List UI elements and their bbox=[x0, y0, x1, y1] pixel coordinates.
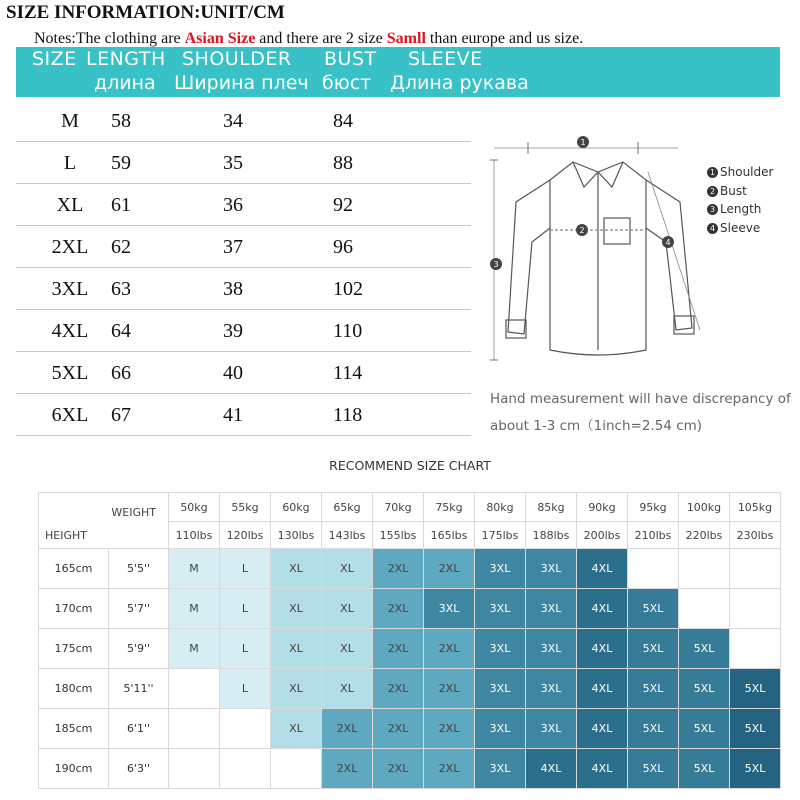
size-cell: XL bbox=[322, 669, 373, 709]
size-cell: 4XL bbox=[526, 749, 577, 789]
height-cm: 185cm bbox=[39, 709, 109, 749]
size-cell-length: 61 bbox=[111, 194, 131, 216]
height-ft: 5'9'' bbox=[109, 629, 169, 669]
size-cell: XL bbox=[271, 629, 322, 669]
size-cell: 4XL bbox=[577, 629, 628, 669]
size-table bbox=[16, 100, 471, 436]
size-cell bbox=[628, 549, 679, 589]
size-cell bbox=[220, 749, 271, 789]
size-cell-length: 63 bbox=[111, 278, 131, 300]
size-cell: 2XL bbox=[373, 749, 424, 789]
weight-lbs: 220lbs bbox=[679, 522, 730, 549]
size-table-header bbox=[16, 47, 780, 97]
size-cell: 3XL bbox=[475, 669, 526, 709]
size-cell: 3XL bbox=[475, 749, 526, 789]
table-row bbox=[39, 709, 781, 749]
height-ft: 5'5'' bbox=[109, 549, 169, 589]
size-cell-length: 66 bbox=[111, 362, 131, 384]
size-cell: 2XL bbox=[373, 549, 424, 589]
weight-lbs: 175lbs bbox=[475, 522, 526, 549]
shirt-diagram bbox=[488, 132, 708, 367]
weight-lbs: 188lbs bbox=[526, 522, 577, 549]
size-table-row bbox=[16, 268, 471, 310]
height-cm: 190cm bbox=[39, 749, 109, 789]
size-cell: 2XL bbox=[424, 749, 475, 789]
height-cm: 170cm bbox=[39, 589, 109, 629]
size-cell-length: 59 bbox=[111, 152, 131, 174]
size-cell: 5XL bbox=[679, 709, 730, 749]
size-cell bbox=[679, 589, 730, 629]
size-cell-shoulder: 35 bbox=[223, 152, 243, 174]
legend-number: 4 bbox=[707, 223, 718, 234]
notes-mid: and there are 2 size bbox=[255, 30, 387, 47]
size-cell bbox=[169, 669, 220, 709]
size-cell-shoulder: 38 bbox=[223, 278, 243, 300]
size-cell-bust: 84 bbox=[333, 110, 353, 132]
height-label: HEIGHT bbox=[45, 529, 87, 542]
size-cell: M bbox=[169, 589, 220, 629]
size-cell: 2XL bbox=[373, 629, 424, 669]
height-ft: 5'11'' bbox=[109, 669, 169, 709]
size-cell: M bbox=[169, 549, 220, 589]
weight-lbs: 230lbs bbox=[730, 522, 781, 549]
marker-2: 2 bbox=[579, 226, 585, 235]
size-cell: 2XL bbox=[424, 629, 475, 669]
size-cell: 5XL bbox=[679, 749, 730, 789]
size-cell-bust: 102 bbox=[333, 278, 363, 300]
height-cm: 180cm bbox=[39, 669, 109, 709]
size-cell: 2XL bbox=[373, 669, 424, 709]
size-cell: 3XL bbox=[475, 629, 526, 669]
legend-number: 2 bbox=[707, 186, 718, 197]
size-cell-length: 67 bbox=[111, 404, 131, 426]
weight-kg: 100kg bbox=[679, 493, 730, 522]
weight-lbs: 155lbs bbox=[373, 522, 424, 549]
weight-kg: 90kg bbox=[577, 493, 628, 522]
size-cell: 4XL bbox=[577, 669, 628, 709]
header-length-ru: длина bbox=[94, 72, 156, 94]
size-cell: 4XL bbox=[577, 749, 628, 789]
size-table-row bbox=[16, 310, 471, 352]
notes-suffix: than europe and us size. bbox=[425, 30, 584, 47]
size-cell-length: 62 bbox=[111, 236, 131, 258]
weight-lbs: 200lbs bbox=[577, 522, 628, 549]
weight-lbs: 165lbs bbox=[424, 522, 475, 549]
size-cell: 3XL bbox=[526, 549, 577, 589]
size-cell: 2XL bbox=[373, 589, 424, 629]
size-cell: 2XL bbox=[373, 709, 424, 749]
page-title: SIZE INFORMATION:UNIT/CM bbox=[6, 2, 285, 23]
size-cell: 3XL bbox=[475, 549, 526, 589]
table-corner bbox=[39, 493, 169, 549]
size-cell-size: 4XL bbox=[51, 320, 89, 342]
size-cell bbox=[730, 629, 781, 669]
table-row bbox=[39, 549, 781, 589]
legend-label: Length bbox=[720, 202, 762, 216]
size-cell: 3XL bbox=[424, 589, 475, 629]
size-cell: L bbox=[220, 549, 271, 589]
notes-prefix: Notes:The clothing are bbox=[34, 30, 185, 47]
size-table-row bbox=[16, 226, 471, 268]
size-cell bbox=[679, 549, 730, 589]
weight-kg: 105kg bbox=[730, 493, 781, 522]
weight-kg: 70kg bbox=[373, 493, 424, 522]
size-table-row bbox=[16, 100, 471, 142]
size-cell-shoulder: 39 bbox=[223, 320, 243, 342]
size-cell: 4XL bbox=[577, 549, 628, 589]
size-cell: XL bbox=[322, 549, 373, 589]
size-cell: 5XL bbox=[679, 629, 730, 669]
size-cell: M bbox=[169, 629, 220, 669]
size-cell-size: 5XL bbox=[51, 362, 89, 384]
header-sleeve: SLEEVE bbox=[408, 48, 483, 70]
weight-kg: 80kg bbox=[475, 493, 526, 522]
size-cell: 5XL bbox=[730, 749, 781, 789]
header-length: LENGTH bbox=[86, 48, 166, 70]
notes-small: Samll bbox=[386, 30, 426, 47]
size-cell: L bbox=[220, 669, 271, 709]
marker-3: 3 bbox=[493, 260, 499, 269]
size-cell-size: 2XL bbox=[51, 236, 89, 258]
recommend-title: RECOMMEND SIZE CHART bbox=[329, 458, 491, 473]
size-cell-length: 58 bbox=[111, 110, 131, 132]
size-cell: L bbox=[220, 629, 271, 669]
size-table-row bbox=[16, 352, 471, 394]
size-cell-size: XL bbox=[56, 194, 84, 216]
weight-kg: 75kg bbox=[424, 493, 475, 522]
hand-note-line2: about 1-3 cm（1inch=2.54 cm) bbox=[490, 418, 703, 434]
hand-measurement-note bbox=[490, 386, 791, 440]
marker-4: 4 bbox=[665, 238, 671, 247]
size-table-row bbox=[16, 184, 471, 226]
size-cell: 3XL bbox=[526, 709, 577, 749]
table-row bbox=[39, 629, 781, 669]
size-cell-length: 64 bbox=[111, 320, 131, 342]
weight-lbs: 110lbs bbox=[169, 522, 220, 549]
size-cell bbox=[220, 709, 271, 749]
size-cell: 2XL bbox=[322, 749, 373, 789]
size-cell: 3XL bbox=[475, 589, 526, 629]
legend-label: Bust bbox=[720, 183, 747, 198]
hand-note-line1: Hand measurement will have discrepancy of bbox=[490, 391, 791, 407]
size-cell bbox=[169, 749, 220, 789]
size-cell: 2XL bbox=[424, 709, 475, 749]
size-cell: XL bbox=[271, 709, 322, 749]
marker-1: 1 bbox=[580, 138, 586, 147]
legend-item bbox=[707, 163, 773, 182]
weight-lbs: 210lbs bbox=[628, 522, 679, 549]
size-cell-size: 6XL bbox=[51, 404, 89, 426]
weight-kg: 95kg bbox=[628, 493, 679, 522]
size-cell: 3XL bbox=[475, 709, 526, 749]
legend-label: Sleeve bbox=[720, 220, 761, 235]
size-cell-shoulder: 41 bbox=[223, 404, 243, 426]
size-cell bbox=[169, 709, 220, 749]
size-cell bbox=[730, 549, 781, 589]
header-sleeve-ru: Длина рукава bbox=[390, 72, 529, 94]
size-cell: 5XL bbox=[628, 749, 679, 789]
legend-label: Shoulder bbox=[720, 165, 774, 179]
size-cell: 5XL bbox=[628, 709, 679, 749]
size-cell: 4XL bbox=[577, 589, 628, 629]
legend-item bbox=[707, 200, 773, 219]
size-cell: 5XL bbox=[679, 669, 730, 709]
size-cell bbox=[730, 589, 781, 629]
header-shoulder-ru: Ширина плеч bbox=[174, 72, 309, 94]
header-size: SIZE bbox=[32, 48, 77, 70]
size-cell: 2XL bbox=[322, 709, 373, 749]
size-cell-bust: 118 bbox=[333, 404, 363, 426]
size-cell: 4XL bbox=[577, 709, 628, 749]
size-cell-shoulder: 40 bbox=[223, 362, 243, 384]
size-notes bbox=[34, 30, 583, 48]
size-cell: 3XL bbox=[526, 589, 577, 629]
size-cell: XL bbox=[271, 589, 322, 629]
weight-kg: 65kg bbox=[322, 493, 373, 522]
table-row bbox=[39, 589, 781, 629]
size-cell: 2XL bbox=[424, 549, 475, 589]
legend-number: 3 bbox=[707, 204, 718, 215]
size-cell: 3XL bbox=[526, 629, 577, 669]
size-cell-shoulder: 36 bbox=[223, 194, 243, 216]
weight-kg: 55kg bbox=[220, 493, 271, 522]
size-cell-bust: 96 bbox=[333, 236, 353, 258]
size-cell: 5XL bbox=[730, 669, 781, 709]
size-cell-bust: 110 bbox=[333, 320, 363, 342]
size-cell: XL bbox=[322, 629, 373, 669]
header-bust-ru: бюст bbox=[322, 72, 372, 94]
size-cell: 5XL bbox=[730, 709, 781, 749]
weight-kg: 60kg bbox=[271, 493, 322, 522]
size-table-row bbox=[16, 394, 471, 436]
diagram-legend bbox=[707, 163, 773, 237]
size-cell-size: 3XL bbox=[51, 278, 89, 300]
weight-kg: 85kg bbox=[526, 493, 577, 522]
size-cell: 5XL bbox=[628, 629, 679, 669]
weight-lbs: 120lbs bbox=[220, 522, 271, 549]
size-cell-size: M bbox=[61, 110, 79, 132]
weight-lbs: 130lbs bbox=[271, 522, 322, 549]
weight-kg: 50kg bbox=[169, 493, 220, 522]
notes-asian-size: Asian Size bbox=[184, 30, 256, 47]
size-cell: XL bbox=[322, 589, 373, 629]
size-cell-shoulder: 34 bbox=[223, 110, 243, 132]
header-shoulder: SHOULDER bbox=[182, 48, 292, 70]
height-ft: 6'3'' bbox=[109, 749, 169, 789]
size-cell bbox=[271, 749, 322, 789]
header-bust: BUST bbox=[324, 48, 377, 70]
weight-label: WEIGHT bbox=[111, 506, 156, 519]
height-cm: 175cm bbox=[39, 629, 109, 669]
size-cell: XL bbox=[271, 669, 322, 709]
table-row bbox=[39, 669, 781, 709]
height-ft: 5'7'' bbox=[109, 589, 169, 629]
size-cell-shoulder: 37 bbox=[223, 236, 243, 258]
size-cell: 3XL bbox=[526, 669, 577, 709]
recommend-size-chart bbox=[38, 492, 781, 789]
size-cell: 5XL bbox=[628, 669, 679, 709]
size-cell-bust: 92 bbox=[333, 194, 353, 216]
table-row bbox=[39, 749, 781, 789]
legend-item bbox=[707, 219, 773, 238]
height-cm: 165cm bbox=[39, 549, 109, 589]
legend-number: 1 bbox=[707, 167, 718, 178]
size-cell: XL bbox=[271, 549, 322, 589]
weight-lbs: 143lbs bbox=[322, 522, 373, 549]
size-cell-size: L bbox=[63, 152, 77, 174]
size-cell: L bbox=[220, 589, 271, 629]
size-cell-bust: 114 bbox=[333, 362, 363, 384]
height-ft: 6'1'' bbox=[109, 709, 169, 749]
size-table-row bbox=[16, 142, 471, 184]
size-cell: 2XL bbox=[424, 669, 475, 709]
size-cell: 5XL bbox=[628, 589, 679, 629]
size-cell-bust: 88 bbox=[333, 152, 353, 174]
legend-item bbox=[707, 182, 773, 201]
